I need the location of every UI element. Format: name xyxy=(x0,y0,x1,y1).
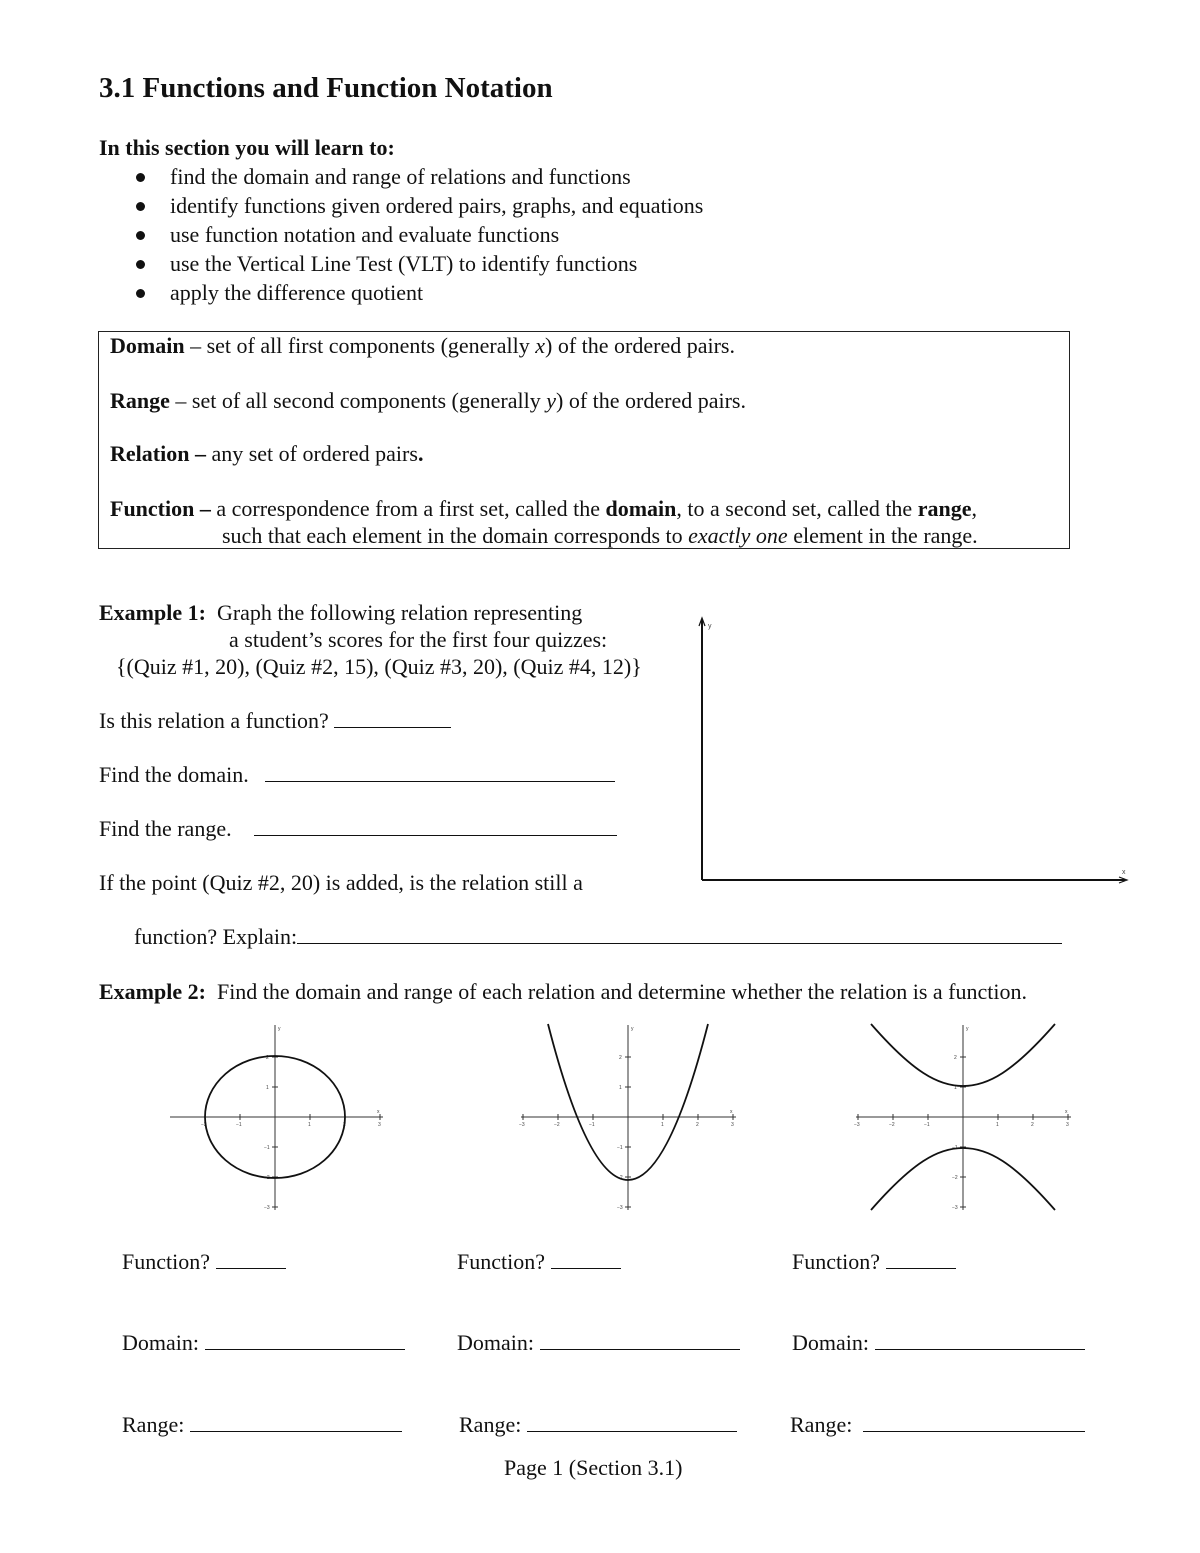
x-tick-label: −1 xyxy=(924,1122,930,1128)
graph-circle xyxy=(165,1022,390,1214)
x-tick-label: 2 xyxy=(696,1122,699,1128)
function-question-2: Function? xyxy=(457,1248,621,1276)
x-axis-label: x xyxy=(377,1109,380,1115)
answer-blank[interactable] xyxy=(190,1411,402,1432)
x-tick-label: 2 xyxy=(343,1122,346,1128)
objectives-list xyxy=(130,162,703,307)
example2-heading: Example 2: Find the domain and range of each relation and determine whether the relation is a function. xyxy=(99,979,1027,1004)
list-item: identify functions given ordered pairs, graphs, and equations xyxy=(130,191,703,220)
example1-question-range: Find the range. xyxy=(99,815,617,843)
graph-parabola xyxy=(518,1022,743,1214)
bullet-icon xyxy=(136,202,145,211)
y-tick-label: −2 xyxy=(264,1175,270,1181)
y-tick-label: 1 xyxy=(619,1085,622,1091)
x-tick-label: −2 xyxy=(201,1122,207,1128)
range-question-2: Range: xyxy=(459,1411,737,1439)
graph-hyperbola xyxy=(853,1022,1078,1214)
answer-blank[interactable] xyxy=(875,1329,1085,1350)
bullet-icon xyxy=(136,289,145,298)
y-axis-label: y xyxy=(631,1026,634,1032)
y-tick-label: −3 xyxy=(952,1205,958,1211)
example1-line2: a student’s scores for the first four quizzes: xyxy=(229,627,608,652)
y-axis-label: y xyxy=(278,1026,281,1032)
example1-question-function: Is this relation a function? xyxy=(99,707,451,735)
answer-blank[interactable] xyxy=(551,1248,621,1269)
definition-domain: Domain – set of all first components (generally x) of the ordered pairs. xyxy=(110,333,735,358)
page-title: 3.1 Functions and Function Notation xyxy=(99,72,553,104)
bullet-icon xyxy=(136,173,145,182)
range-question-1: Range: xyxy=(122,1411,402,1439)
y-tick-label: 2 xyxy=(954,1055,957,1061)
function-question-1: Function? xyxy=(122,1248,286,1276)
definition-function: Function – a correspondence from a first set, called the domain, to a second set, called the range, xyxy=(110,496,977,521)
example1-question-added: If the point (Quiz #2, 20) is added, is the relation still a xyxy=(99,870,583,895)
x-axis-label: x xyxy=(1065,1109,1068,1115)
x-axis-label: x xyxy=(1122,869,1126,876)
y-tick-label: −1 xyxy=(264,1145,270,1151)
x-tick-label: 3 xyxy=(731,1122,734,1128)
y-tick-label: −1 xyxy=(617,1145,623,1151)
y-tick-label: −3 xyxy=(617,1205,623,1211)
list-item: apply the difference quotient xyxy=(130,278,703,307)
bullet-icon xyxy=(136,231,145,240)
y-axis-label: y xyxy=(966,1026,969,1032)
x-tick-label: −2 xyxy=(554,1122,560,1128)
y-tick-label: 2 xyxy=(266,1055,269,1061)
y-tick-label: −2 xyxy=(617,1175,623,1181)
x-tick-label: −2 xyxy=(889,1122,895,1128)
x-axis-label: x xyxy=(730,1109,733,1115)
example1-heading: Example 1: Graph the following relation representing xyxy=(99,600,583,625)
answer-blank[interactable] xyxy=(863,1411,1085,1432)
answer-blank[interactable] xyxy=(216,1248,286,1269)
example1-question-explain: function? Explain: xyxy=(134,923,1062,951)
x-tick-label: −3 xyxy=(854,1122,860,1128)
domain-question-1: Domain: xyxy=(122,1329,405,1357)
example1-set: {(Quiz #1, 20), (Quiz #2, 15), (Quiz #3, 20), (Quiz #4, 12)} xyxy=(116,654,642,679)
y-tick-label: 1 xyxy=(266,1085,269,1091)
example1-question-domain: Find the domain. xyxy=(99,761,615,789)
answer-blank[interactable] xyxy=(205,1329,405,1350)
answer-blank[interactable] xyxy=(297,923,1062,944)
objectives-heading: In this section you will learn to: xyxy=(99,135,395,160)
x-tick-label: 2 xyxy=(1031,1122,1034,1128)
x-tick-label: 3 xyxy=(1066,1122,1069,1128)
definition-function-line2: such that each element in the domain corresponds to exactly one element in the range. xyxy=(222,523,978,548)
answer-blank[interactable] xyxy=(334,707,451,728)
answer-blank[interactable] xyxy=(527,1411,737,1432)
x-tick-label: −3 xyxy=(519,1122,525,1128)
x-tick-label: 1 xyxy=(996,1122,999,1128)
answer-blank[interactable] xyxy=(265,761,615,782)
y-tick-label: 1 xyxy=(954,1085,957,1091)
list-item: use function notation and evaluate functions xyxy=(130,220,703,249)
y-tick-label: −2 xyxy=(952,1175,958,1181)
y-tick-label: −1 xyxy=(952,1145,958,1151)
range-question-3: Range: xyxy=(790,1411,1085,1439)
bullet-icon xyxy=(136,260,145,269)
x-tick-label: 1 xyxy=(661,1122,664,1128)
x-tick-label: 1 xyxy=(308,1122,311,1128)
domain-question-2: Domain: xyxy=(457,1329,740,1357)
definition-range: Range – set of all second components (generally y) of the ordered pairs. xyxy=(110,388,746,413)
list-item: find the domain and range of relations and functions xyxy=(130,162,703,191)
definitions-box xyxy=(98,331,1070,549)
y-axis-label: y xyxy=(708,623,712,630)
page-footer: Page 1 (Section 3.1) xyxy=(504,1455,683,1480)
list-item: use the Vertical Line Test (VLT) to identify functions xyxy=(130,249,703,278)
x-tick-label: 3 xyxy=(378,1122,381,1128)
x-tick-label: −1 xyxy=(236,1122,242,1128)
answer-blank[interactable] xyxy=(254,815,617,836)
definition-relation: Relation – any set of ordered pairs. xyxy=(110,441,424,466)
example1-axes xyxy=(690,612,1140,892)
y-tick-label: 2 xyxy=(619,1055,622,1061)
domain-question-3: Domain: xyxy=(792,1329,1085,1357)
answer-blank[interactable] xyxy=(540,1329,740,1350)
answer-blank[interactable] xyxy=(886,1248,956,1269)
y-tick-label: −3 xyxy=(264,1205,270,1211)
x-tick-label: −1 xyxy=(589,1122,595,1128)
function-question-3: Function? xyxy=(792,1248,956,1276)
